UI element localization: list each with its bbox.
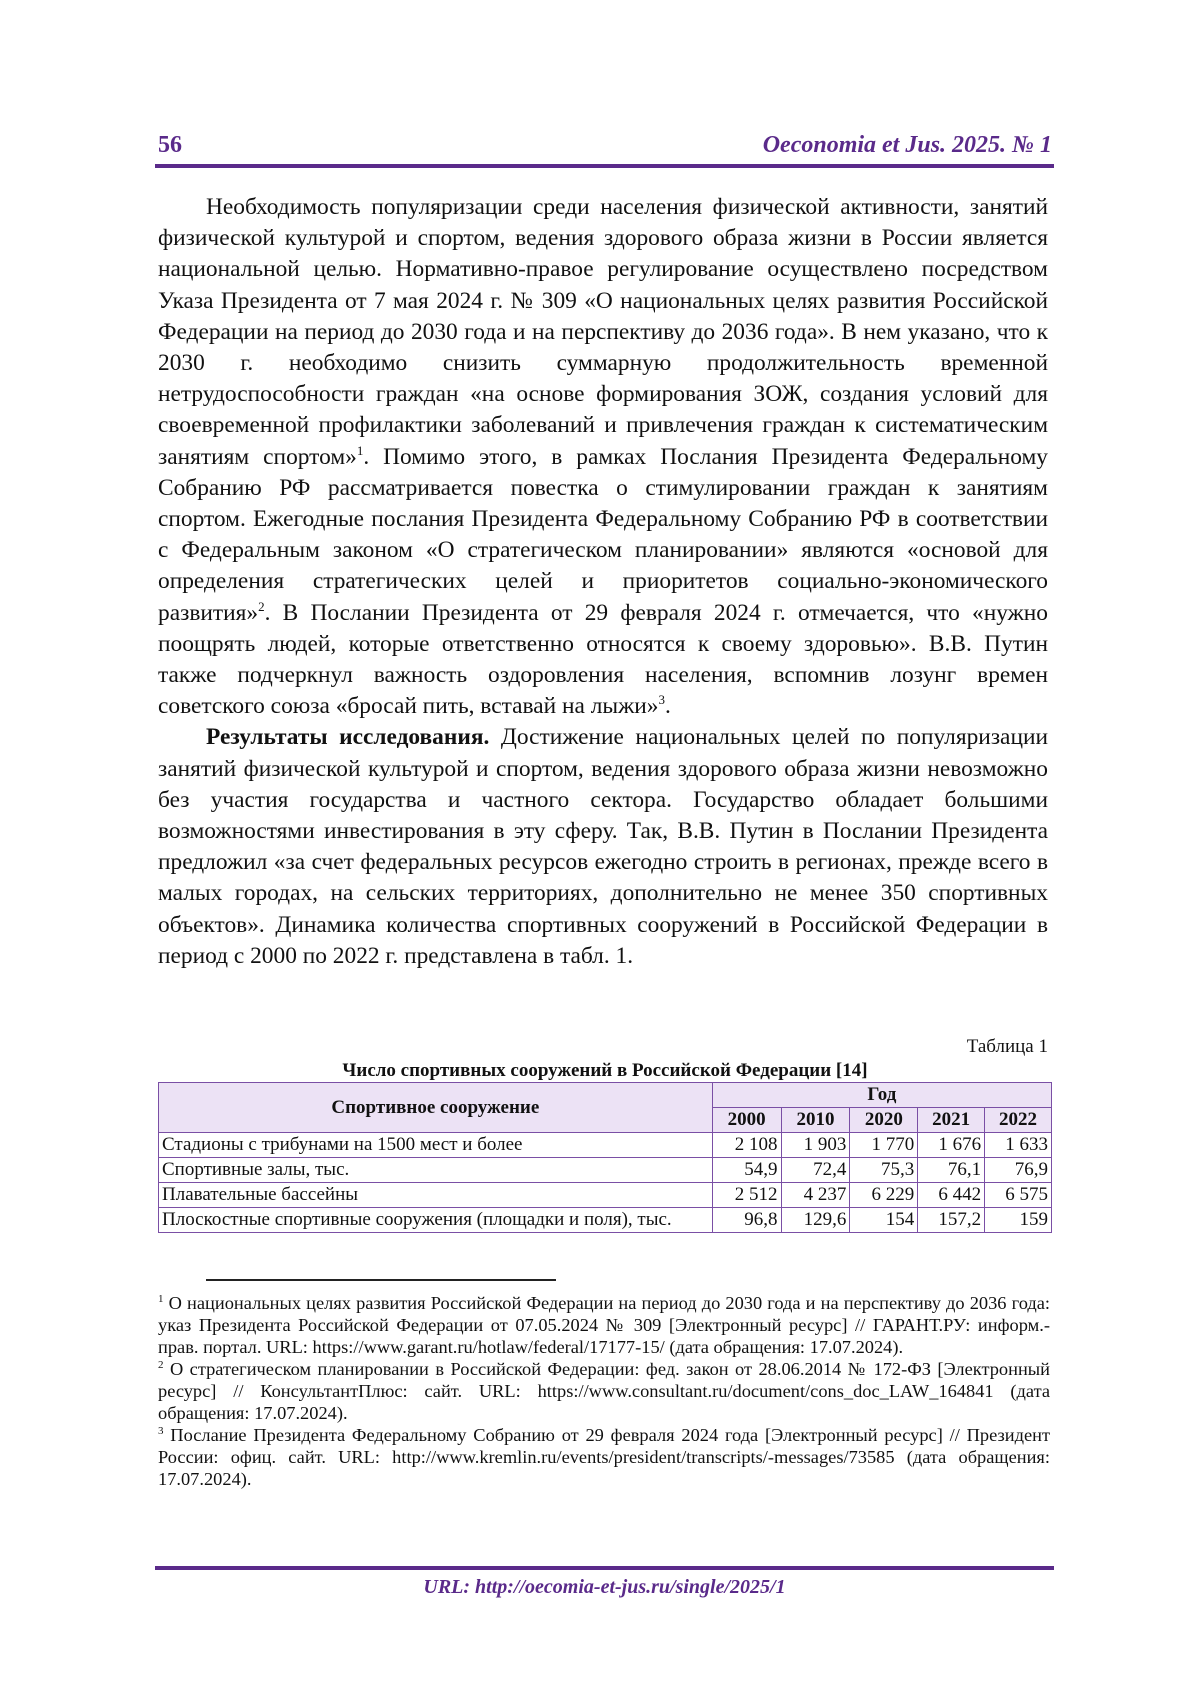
row-label: Плавательные бассейны [159,1183,713,1208]
column-header-facility: Спортивное сооружение [159,1083,713,1133]
table-cell: 6 442 [918,1183,985,1208]
table-row [159,1183,1052,1208]
table-cell: 76,1 [918,1158,985,1183]
table-cell: 6 575 [985,1183,1052,1208]
table-cell: 1 770 [850,1133,918,1158]
table-cell: 4 237 [781,1183,850,1208]
page-number: 56 [158,132,182,158]
footnote-ref-2[interactable]: 2 [258,598,265,614]
sports-facilities-table [158,1082,1052,1233]
table-cell: 157,2 [918,1208,985,1233]
page-header [158,132,1052,166]
table-cell: 1 633 [985,1133,1052,1158]
footnotes [158,1292,1050,1490]
footnote-ref-1[interactable]: 1 [356,442,364,458]
table-row [159,1208,1052,1233]
footer-url[interactable]: URL: http://oecomia-et-jus.ru/single/2025/1 [423,1576,786,1598]
paragraph-1: Необходимость популяризации среди населения физической активности, занятий физической культурой и спортом, ведения здорового образа жизни в России является национальной целью. Нормативно-правое регулирование осуществлено посредством Указа Президента от 7 мая 2024 г. № 309 «О национальных целях развития Российской Федерации на период до 2030 года и на перспективу до 2036 года». В нем указано, что к 2030 г. необходимо снизить суммарную продолжительность временной нетрудоспособности граждан «на основе формирования ЗОЖ, создания условий для своевременной профилактики заболеваний и привлечения граждан к систематическим занятиям спортом»$^1$. Помимо этого, в рамках Послания Президента Федеральному Собранию РФ рассматривается повестка о стимулировании граждан к занятиям спортом. Ежегодные послания Президента Федеральному Собранию РФ в соответствии с Федеральным законом «О стратегическом планировании» являются «основой для определения стратегических целей и приоритетов социально-экономического развития»$^2$. В Послании Президента от 29 февраля 2024 г. отмечается, что «нужно поощрять людей, которые ответственно относятся к своему здоровью». В.В. Путин также подчеркнул важность оздоровления населения, вспомнив лозунг времен советского союза «бросай пить, вставай на лыжи»$^3$. [158,194,1048,720]
footnote-3: $^3$ Послание Президента Федеральному Собранию от 29 февраля 2024 года [Электронный ресурс] // Президент России: офиц. сайт. URL: http://www.kremlin.ru/events/president/transcripts/-messages/73585 (дата обращения: 17.07.2024). [158,1424,1050,1489]
row-label: Спортивные залы, тыс. [159,1158,713,1183]
footnote-2: $^2$ О стратегическом планировании в Российской Федерации: фед. закон от 28.06.2014 № 172-ФЗ [Электронный ресурс] // КонсультантПлюс: сайт. URL: https://www.consultant.ru/document/cons_doc_LAW_164841 (дата обращения: 17.07.2024). [158,1358,1050,1423]
footnote-separator [206,1279,556,1281]
row-label: Стадионы с трибунами на 1500 мест и более [159,1133,713,1158]
year-header: 2020 [850,1108,918,1133]
table-cell: 96,8 [712,1208,781,1233]
table-cell: 2 108 [712,1133,781,1158]
section-heading: Результаты исследования. [206,724,490,751]
table-cell: 76,9 [985,1158,1052,1183]
row-label: Плоскостные спортивные сооружения (площадки и поля), тыс. [159,1208,713,1233]
table-cell: 6 229 [850,1183,918,1208]
column-header-year: Год [712,1083,1051,1108]
paragraph-2: Результаты исследования. Достижение национальных целей по популяризации занятий физической культурой и спортом, ведения здорового образа жизни невозможно без участия государства и частного сектора. Государство обладает большими возможностями инвестирования в эту сферу. Так, В.В. Путин в Послании Президента предложил «за счет федеральных ресурсов ежегодно строить в регионах, прежде всего в малых городах, на сельских территориях, дополнительно не менее 350 спортивных объектов». Динамика количества спортивных сооружений в Российской Федерации в период с 2000 по 2022 г. представлена в табл. 1. [158,724,1048,969]
table-cell: 159 [985,1208,1052,1233]
journal-title: Oeconomia et Jus. 2025. № 1 [762,132,1052,158]
table-cell: 1 903 [781,1133,850,1158]
year-header: 2021 [918,1108,985,1133]
table-cell: 72,4 [781,1158,850,1183]
table-cell: 129,6 [781,1208,850,1233]
article-body [158,192,1048,972]
year-header: 2000 [712,1108,781,1133]
table-cell: 1 676 [918,1133,985,1158]
table-row [159,1133,1052,1158]
header-rule [155,164,1054,168]
footnote-ref-3[interactable]: 3 [658,692,665,708]
footer-rule [155,1566,1054,1570]
table-cell: 154 [850,1208,918,1233]
table-label: Таблица 1 [966,1036,1048,1057]
year-header: 2022 [985,1108,1052,1133]
table-row [159,1158,1052,1183]
table-title: Число спортивных сооружений в Российской Федерации [14] [342,1060,868,1081]
table-cell: 2 512 [712,1183,781,1208]
table-header-row [159,1083,1052,1108]
table-cell: 75,3 [850,1158,918,1183]
table-cell: 54,9 [712,1158,781,1183]
year-header: 2010 [781,1108,850,1133]
footnote-1: $^1$ О национальных целях развития Российской Федерации на период до 2030 года и на перспективу до 2036 года: указ Президента Российской Федерации от 07.05.2024 № 309 [Электронный ресурс] // ГАРАНТ.РУ: информ.-прав. портал. URL: https://www.garant.ru/hotlaw/federal/17177-15/ (дата обращения: 17.07.2024). [158,1292,1050,1357]
